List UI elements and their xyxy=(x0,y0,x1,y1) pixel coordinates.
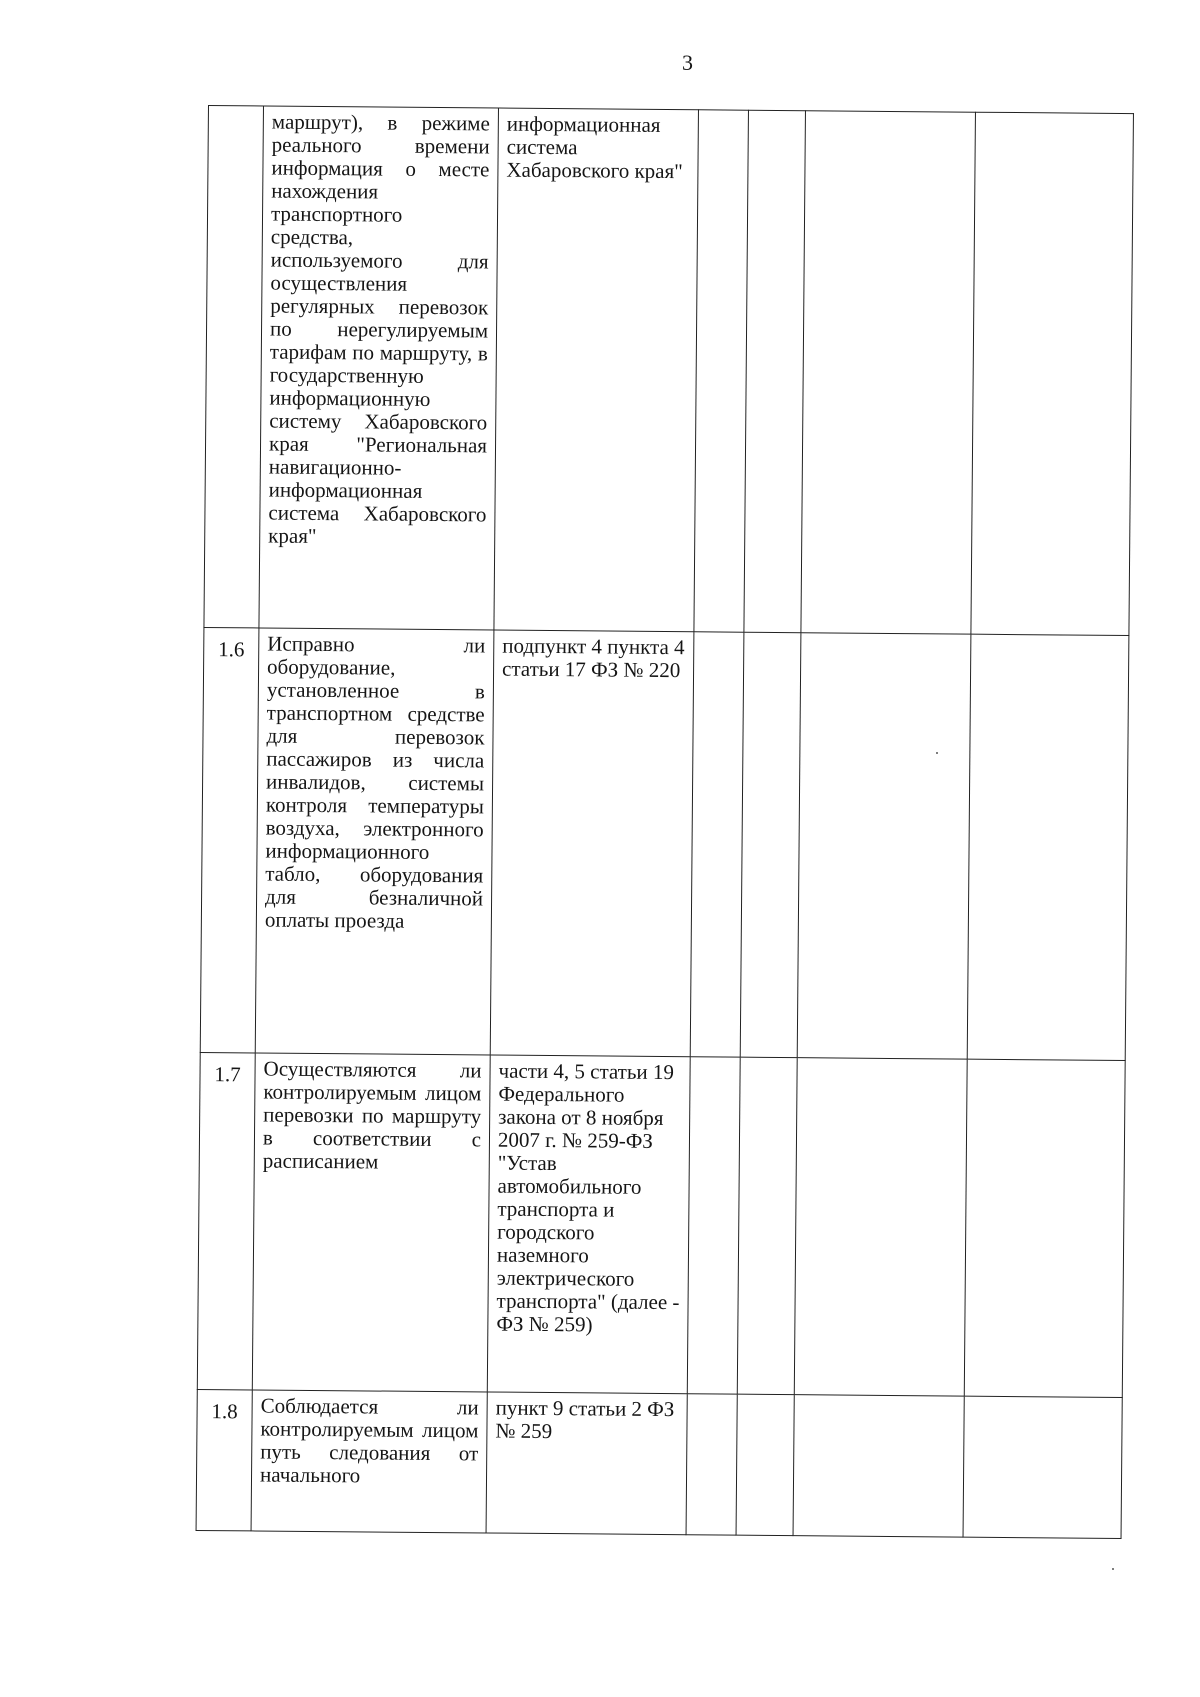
note-cell xyxy=(963,1396,1122,1538)
answer-yes-cell xyxy=(694,110,749,632)
legal-basis-cell: части 4, 5 статьи 19 Федерального закона от 8 ноября 2007 г. № 259-ФЗ "Устав автомобильного транспорта и городского наземного электрического транспорта" (далее - ФЗ № 259) xyxy=(487,1055,690,1394)
legal-basis-cell: пункт 9 статьи 2 ФЗ № 259 xyxy=(486,1392,687,1535)
answer-yes-cell xyxy=(687,1057,740,1394)
legal-basis-cell: информационная система Хабаровского края" xyxy=(494,108,699,632)
not-applicable-cell xyxy=(794,1058,967,1396)
answer-no-cell xyxy=(736,1394,794,1535)
row-number-cell: 1.6 xyxy=(200,627,259,1052)
table-row xyxy=(196,1389,1122,1538)
row-number-cell: 1.8 xyxy=(196,1389,252,1530)
note-cell xyxy=(964,1059,1125,1397)
not-applicable-cell xyxy=(801,111,976,634)
not-applicable-cell xyxy=(797,633,971,1059)
answer-no-cell xyxy=(744,110,806,632)
requirement-cell: маршрут), в режиме реального времени информация о месте нахождения транспортного средства, используемого для осуществления регулярных перевозок по нерегулируемым тарифам по маршруту, в государственную информационную систему Хабаровского края "Региональная навигационно-информационная система Хабаровского края" xyxy=(259,106,499,630)
table-row xyxy=(197,1052,1125,1397)
scan-speck xyxy=(936,752,938,754)
page-number: 3 xyxy=(682,50,693,75)
answer-no-cell xyxy=(740,632,801,1057)
legal-basis-cell: подпункт 4 пункта 4 статьи 17 ФЗ № 220 xyxy=(490,630,694,1057)
requirement-cell: Соблюдается ли контролируемым лицом путь следования от начального xyxy=(251,1390,487,1533)
not-applicable-cell xyxy=(793,1395,964,1537)
requirement-cell: Исправно ли оборудование, установленное в транспортном средстве для перевозок пассажиров из числа инвалидов, системы контроля температуры воздуха, электронного информационного табло, оборудования для безналичной оплаты проезда xyxy=(255,628,494,1055)
scan-speck xyxy=(1112,1568,1114,1570)
answer-no-cell xyxy=(737,1057,797,1394)
table-row xyxy=(200,627,1129,1060)
note-cell xyxy=(971,112,1134,635)
requirement-cell: Осуществляются ли контролируемым лицом перевозки по маршруту в соответствии с расписанием xyxy=(252,1053,490,1392)
answer-yes-cell xyxy=(686,1394,737,1535)
answer-yes-cell xyxy=(690,632,744,1057)
row-number-cell: 1.7 xyxy=(197,1052,255,1389)
row-number-cell xyxy=(204,106,264,628)
checklist-table xyxy=(196,105,1134,1539)
table-row xyxy=(204,106,1134,636)
note-cell xyxy=(967,634,1129,1060)
